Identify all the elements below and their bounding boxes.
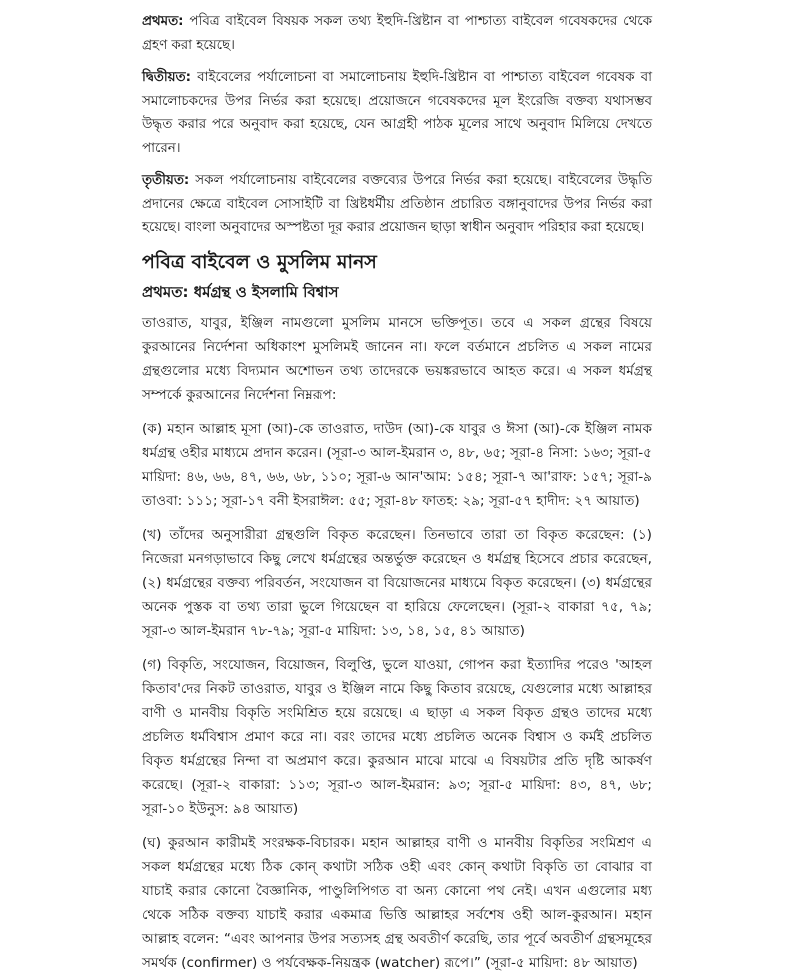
- note-third-text: সকল পর্যালোচনায় বাইবেলের বক্তব্যের উপরে নির্ভর করা হয়েছে। বাইবেলের উদ্ধৃতি প্রদানের ক্ষেত্রে বাইবেল সোসাইটি বা খ্রিষ্টধর্মীয় প্রতিষ্ঠান প্রচারিত বঙ্গানুবাদের উপর নির্ভর করা হয়েছে। বাংলা অনুবাদের অস্পষ্টতা দূর করার প্রয়োজন ছাড়া স্বাধীন অনুবাদ পরিহার করা হয়েছে।: [142, 173, 653, 235]
- note-first-text: পবিত্র বাইবেল বিষয়ক সকল তথ্য ইহুদি-খ্রিষ্টান বা পাশ্চাত্য বাইবেল গবেষকদের থেকে গ্রহণ করা হয়েছে।: [142, 14, 652, 53]
- note-first-label: প্রথমত:: [142, 14, 184, 29]
- intro-paragraph: তাওরাত, যাবুর, ইঞ্জিল নামগুলো মুসলিম মানসে ভক্তিপূত। তবে এ সকল গ্রন্থের বিষয়ে কুরআনের নির্দেশনা অধিকাংশ মুসলিমই জানেন না। ফলে বর্তমানে প্রচলিত এ সকল নামের গ্রন্থগুলোর মধ্যে বিদ্যমান অশোভন তথ্য তাদেরকে ভয়ঙ্করভাবে আহত করে। এ সকল ধর্মগ্রন্থ সম্পর্কে কুরআনের নির্দেশনা নিম্নরূপ:: [142, 314, 652, 403]
- item-ga: (গ) বিকৃতি, সংযোজন, বিয়োজন, বিলুপ্তি, ভুলে যাওয়া, গোপন করা ইত্যাদির পরেও 'আহল কিতাব'দের নিকট তাওরাত, যাবুর ও ইঞ্জিল নামে কিছু কিতাব রয়েছে, যেগুলোর মধ্যে আল্লাহর বাণী ও মানবীয় বিকৃতি সংমিশ্রিত হয়ে রয়েছে। এ ছাড়া এ সকল বিকৃত গ্রন্থও তাদের মধ্যে প্রচলিত ধর্মবিশ্বাস প্রমাণ করে না। বরং তাদের মধ্যে প্রচলিত অনেক বিশ্বাস ও কর্মই প্রচলিত বিকৃত ধর্মগ্রন্থের নিন্দা বা অপ্রমাণ করে। কুরআন মাঝে মাঝে এ বিষয়টার প্রতি দৃষ্টি আকর্ষণ করেছে। (সূরা-২ বাকারা: ১১৩; সূরা-৩ আল-ইমরান: ৯৩; সূরা-৫ মায়িদা: ৪৩, ৪৭, ৬৮; সূরা-১০ ইউনুস: ৯৪ আয়াত): [142, 656, 652, 817]
- note-first: [142, 10, 652, 57]
- subsection-heading: প্রথমত: ধর্মগ্রন্থ ও ইসলামি বিশ্বাস: [142, 282, 339, 301]
- item-ka: (ক) মহান আল্লাহ মূসা (আ)-কে তাওরাত, দাউদ (আ)-কে যাবুর ও ঈসা (আ)-কে ইঞ্জিল নামক ধর্মগ্রন্থ ওহীর মাধ্যমে প্রদান করেন। (সূরা-৩ আল-ইমরান ৩, ৪৮, ৬৫; সূরা-৪ নিসা: ১৬৩; সূরা-৫ মায়িদা: ৪৬, ৬৬, ৪৭, ৬৬, ৬৮, ১১০; সূরা-৬ আন'আম: ১৫৪; সূরা-৭ আ'রাফ: ১৫৭; সূরা-৯ তাওবা: ১১১; সূরা-১৭ বনী ইসরাঈল: ৫৫; সূরা-৪৮ ফাতহ: ২৯; সূরা-৫৭ হাদীদ: ২৭ আয়াত): [142, 420, 652, 509]
- note-third-label: তৃতীয়ত:: [142, 173, 190, 188]
- note-second-text: বাইবেলের পর্যালোচনা বা সমালোচনায় ইহুদি-খ্রিষ্টান বা পাশ্চাত্য বাইবেল গবেষক বা সমালোচকদের উপর নির্ভর করা হয়েছে। প্রয়োজনে গবেষকদের মূল ইংরেজি বক্তব্য যথাসম্ভব উদ্ধৃত করার পরে অনুবাদ করা হয়েছে, যেন আগ্রহী পাঠক মূলের সাথে অনুবাদ মিলিয়ে দেখতে পারেন।: [142, 70, 652, 156]
- section-heading: পবিত্র বাইবেল ও মুসলিম মানস: [142, 250, 377, 273]
- note-second-label: দ্বিতীয়ত:: [142, 70, 191, 85]
- note-second: [142, 66, 652, 160]
- item-kha: (খ) তাঁদের অনুসারীরা গ্রন্থগুলি বিকৃত করেছেন। তিনভাবে তারা তা বিকৃত করেছেন: (১) নিজেরা মনগড়াভাবে কিছু লেখে ধর্মগ্রন্থের অন্তর্ভুক্ত করেছেন ও ধর্মগ্রন্থ হিসেবে প্রচার করেছেন, (২) ধর্মগ্রন্থের বক্তব্য পরিবর্তন, সংযোজন বা বিয়োজনের মাধ্যমে বিকৃত করেছেন। (৩) ধর্মগ্রন্থের অনেক পুস্তক বা তথ্য তারা ভুলে গিয়েছেন বা হারিয়ে ফেলেছেন। (সূরা-২ বাকারা ৭৫, ৭৯; সূরা-৩ আল-ইমরান ৭৮-৭৯; সূরা-৫ মায়িদা: ১৩, ১৪, ১৫, ৪১ আয়াত): [142, 526, 652, 639]
- note-third: [142, 169, 652, 240]
- item-gha: (ঘ) কুরআন কারীমই সংরক্ষক-বিচারক। মহান আল্লাহর বাণী ও মানবীয় বিকৃতির সংমিশ্রণ এ সকল ধর্মগ্রন্থের মধ্যে ঠিক কোন্ কথাটা সঠিক ওহী এবং কোন্ কথাটা বিকৃতি তা বোঝার বা যাচাই করার কোনো বৈজ্ঞানিক, পাণ্ডুলিপিগত বা অন্য কোনো পথ নেই। এখন এগুলোর মধ্য থেকে সঠিক বক্তব্য যাচাই করার একমাত্র ভিত্তি আল্লাহর সর্বশেষ ওহী আল-কুরআন। মহান আল্লাহ বলেন: “এবং আপনার উপর সত্যসহ গ্রন্থ অবতীর্ণ করেছি, তার পূর্বে অবতীর্ণ গ্রন্থসমূহের সমর্থক (confirmer) ও পর্যবেক্ষক-নিয়ন্ত্রক (watcher) রূপে।” (সূরা-৫ মায়িদা: ৪৮ আয়াত): [142, 834, 652, 971]
